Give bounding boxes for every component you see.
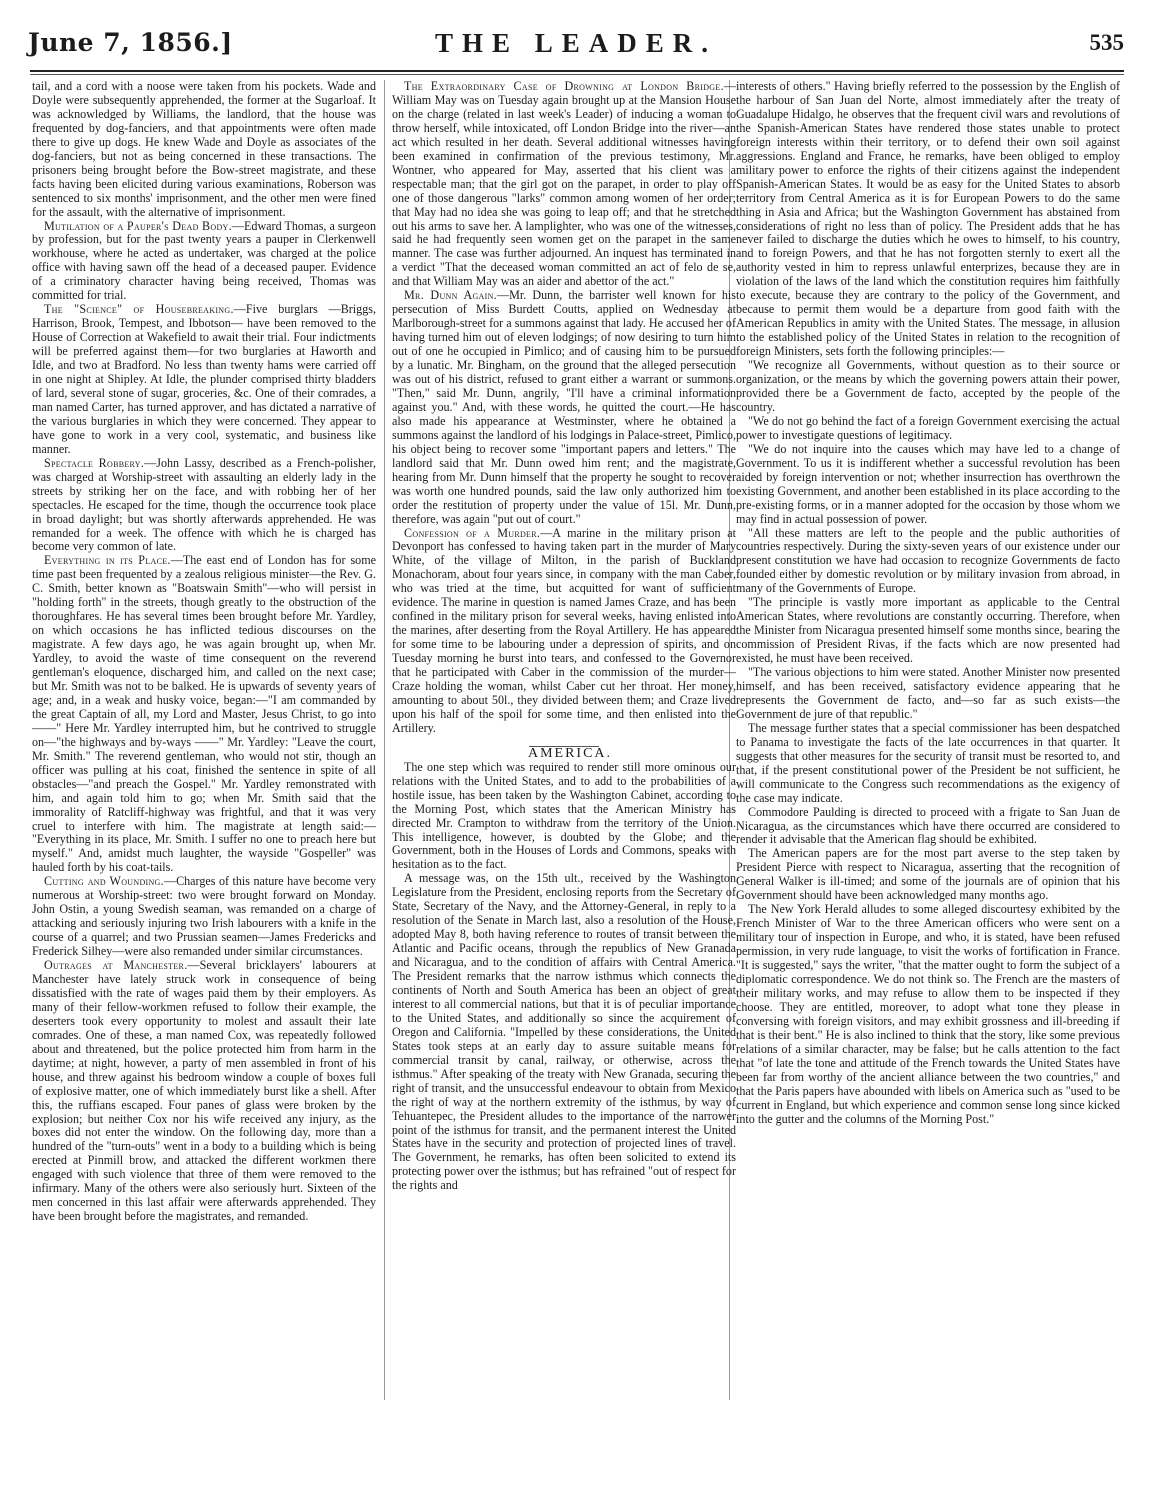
- article: [32, 303, 376, 456]
- article-body: —A marine in the military prison at Devonport has confessed to having taken part in the murder of Mary White, of the village of Milton, in the parish of Buckland Monachoram, about four years since, in company with the man Caber, who was tried at the time, but acquitted for want of sufficient evidence. The marine in question is named James Craze, and has been confined in the military prison for several weeks, having enlisted into the marines, after deserting from the Royal Artillery. He has appeared for some time to be labouring under a depression of spirits, and on Tuesday morning he burst into tears, and confessed to the Governor that he participated with Caber in the commission of the murder—Craze holding the woman, whilst Caber cut her throat. Her money, amounting to about 50l., they divided between them; and Craze lived upon his half of the spoil for some time, and then enlisted into the Artillery.: [392, 525, 736, 735]
- header-rule: [30, 70, 1124, 72]
- column-3: [736, 80, 1120, 1480]
- article-body: —Mr. Dunn, the barrister well known for his persecution of Miss Burdett Coutts, applied on Wednesday at Marlborough-street for a summons against that lady. He accused her of having turned him out of eleven lodgings; of now desiring to turn him out of one he occupied in Pimlico; and of causing him to be pursued by a lunatic. Mr. Bingham, on the ground that the alleged persecution was out of his district, refused to grant either a warrant or summons. "Then," said Mr. Dunn, angrily, "I'll have a criminal information against you." And, with these words, he quitted the court.—He has also made his appearance at Westminster, where he obtained a summons against the landlord of his lodgings in Palace-street, Pimlico, his object being to recover some "important papers and letters." The landlord said that Mr. Dunn owed him rent; and the magistrate, hearing from Mr. Dunn himself that the property he sought to recover was worth one hundred pounds, said the law only authorized him to order the restitution of property under the value of 15l. Mr. Dunn, therefore, was again "put out of court.": [392, 288, 736, 526]
- article: "All these matters are left to the people and the public authorities of countries respectively. During the sixty-seven years of our existence under our present constitution we have had occasion to recognize Governments de facto founded either by domestic revolution or by military invasion from abroad, in many of the Governments of Europe.: [736, 525, 1120, 596]
- article: The American papers are for the most part averse to the step taken by President Pierce with respect to Nicaragua, asserting that the recognition of General Walker is ill-timed; and some of the journals are of opinion that his Government should have been acknowledged many months ago.: [736, 846, 1120, 903]
- article: "We do not inquire into the causes which may have led to a change of Government. To us it is indifferent whether a successful revolution has been aided by foreign intervention or not; whether insurrection has overthrown the existing Government, and another been established in its place according to the pre-existing forms, or in a manner adopted for the occasion by those whom we may find in actual possession of power.: [736, 441, 1120, 526]
- header-rule-thin: [30, 74, 1124, 75]
- section-heading-america: AMERICA.: [527, 745, 613, 761]
- article-title: Mr. Dunn Again.: [404, 288, 498, 303]
- article: "The principle is vastly more important as applicable to the Central American States, where revolutions are constantly occurring. Therefore, when the Minister from Nicaragua presented himself some months since, bearing the commission of President Rivas, if the facts which are now presented had existed, he must have been received.: [736, 595, 1120, 666]
- article: [32, 220, 376, 304]
- article: [32, 959, 376, 1224]
- article: interests of others." Having briefly referred to the possession by the English of the harbour of San Juan del Norte, almost immediately after the treaty of Guadalupe Hidalgo, he observes that the frequent civil wars and revolutions of the Spanish-American States have rendered those states unable to protect foreign interests within their territory, or to defend their own soil against aggressions. England and France, he remarks, have been obliged to employ military power to enforce the rights of their citizens against the independent Spanish-American States. It would be as easy for the United States to absorb territory from Central America as it is for European Powers to do the same thing in Asia and Africa; but the Washington Government has abstained from considerations of right no less than of policy. The President adds that he has never failed to discharge the duties which he owes to himself, to his country, and to foreign Powers, and that he has not forgotten sternly to exert all the authority vested in him to repress unlawful enterprizes, because they are in violation of the laws of the land which the constitution requires him faithfully to execute, because they are contrary to the policy of the Government, and because to permit them would be a departure from good faith with the American Republics in amity with the United States. The message, in allusion to the established policy of the United States in relation to the recognition of foreign Ministers, sets forth the following principles:—: [736, 80, 1120, 359]
- article: [392, 527, 736, 736]
- article: Commodore Paulding is directed to proceed with a frigate to San Juan de Nicaragua, as the circumstances which have there occurred are considered to render it advisable that the American flag should be exhibited.: [736, 804, 1120, 847]
- issue-date: June 7, 1856.]: [28, 28, 233, 57]
- article-body: tail, and a cord with a noose were taken from his pockets. Wade and Doyle were subsequently apprehended, the former at the Sugarloaf. It was acknowledged by Williams, the landlord, that the house was frequented by dog-fanciers, and that appointments were often made there to give up dogs. He knew Wade and Doyle as associates of the dog-fanciers, but not as being concerned in these transactions. The prisoners being brought before the Bow-street magistrate, and these facts having been elicited during various examinations, Roberson was sentenced to six months' imprisonment, and the other men were fined for the assault, with the alternative of imprisonment.: [32, 80, 376, 219]
- article-body: —The east end of London has for some time past been frequented by a zealous religious minister—the Rev. G. C. Smith, better known as "Boatswain Smith"—who will persist in "holding forth" in the streets, though greatly to the obstruction of the thoroughfares. He has several times been brought before Mr. Yardley, on which occasions he has inflicted tedious discourses on the magistrate. A few days ago, he was again brought up, when Mr. Yardley, to avoid the waste of time consequent on the reverend gentleman's eloquence, discharged him, and called on the next case; but Mr. Smith was not to be balked. He is upwards of seventy years of age; and, in a weak and husky voice, began:—"I am commanded by the great Captain of all, my Lord and Master, Jesus Christ, to go into ——" Here Mr. Yardley interrupted him, but he contrived to struggle on—"the highways and by-ways ——" Mr. Yardley: "Leave the court, Mr. Smith." The reverend gentleman, who would not stir, though an officer was pulling at his coat, finished the sentence in spite of all obstacles—"and preach the Gospel." Mr. Yardley remonstrated with him, and again told him to go; when Mr. Smith said that the immorality of Ratcliff-highway was frightful, and that it was very cruel to interfere with him. The magistrate at length said:— "Everything in its place, Mr. Smith. I suffer no one to preach here but myself." And, amidst much laughter, the wayside "Gospeller" was hauled forth by his coat-tails.: [32, 553, 376, 875]
- article-title: The "Science" of Housebreaking.: [44, 302, 234, 317]
- article-title: Spectacle Robbery.: [44, 455, 145, 470]
- article-body: —William May was on Tuesday again brought up at the Mansion House on the charge (related in last week's Leader) of inducing a woman to throw herself, while intoxicated, off London Bridge into the river—an act which resulted in her death. Several additional witnesses having been examined in confirmation of the previous testimony, Mr. Wontner, who appeared for May, asserted that his client was a respectable man; that the girl got on the parapet, in order to play off one of those dangerous "larks" common among women of her order; that May had no idea she was going to leap off; and that he stretched out his arms to save her. A lamplighter, who was one of the witnesses, said he had frequently seen women get on the parapet in the same manner. The case was further adjourned. An inquest has terminated in a verdict "That the deceased woman committed an act of felo de se, and that William May was an aider and abettor of the act.": [392, 80, 736, 289]
- column-1: [32, 80, 376, 1480]
- article: The New York Herald alludes to some alleged discourtesy exhibited by the French Minister of War to the three American officers who were sent on a military tour of inspection in Europe, and who, it is stated, have been refused permission, in very rude language, to visit the works of fortification in France. "It is suggested," says the writer, "that the matter ought to form the subject of a diplomatic correspondence. We do not think so. The French are the masters of their military works, and may refuse to allow them to be inspected if they choose. They are entitled, moreover, to adopt what tone they please in conversing with foreign visitors, and may exhibit grossness and ill-breeding if that is their bent." He is also inclined to think that the story, like some previous relations of a similar character, may be false; but he calls attention to the fact that "of late the tone and attitude of the French towards the United States have been far from worthy of the ancient alliance between the two countries," and that the Paris papers have abounded with libels on America such as "used to be current in England, but which experience and common sense long since kicked into the gutter and the columns of the Morning Post.": [736, 902, 1120, 1126]
- article-body: —John Lassy, described as a French-polisher, was charged at Worship-street with assaulting an elderly lady in the streets by striking her on the face, and with robbing her of her spectacles. He escaped for the time, though the occurrence took place in broad daylight; but was shortly afterwards apprehended. He was remanded for a week. The offence with which he is charged has become very common of late.: [32, 455, 376, 554]
- article: "The various objections to him were stated. Another Minister now presented himself, and has been received, satisfactory evidence appearing that he represents the Government de facto, and—so far as such exists—the Government de jure of that republic.": [736, 665, 1120, 721]
- article: [392, 289, 736, 526]
- column-divider: [384, 80, 385, 1400]
- article: [32, 457, 376, 555]
- article-title: Everything in its Place.: [44, 553, 171, 568]
- article: [32, 554, 376, 875]
- newspaper-title: THE LEADER.: [434, 28, 718, 58]
- article-title: Cutting and Wounding.: [44, 874, 164, 889]
- article: A message was, on the 15th ult., received by the Washington Legislature from the President, enclosing reports from the Secretary of State, Secretary of the Navy, and the Attorney-General, in reply to a resolution of the Senate in March last, also a resolution of the House, adopted May 8, both having reference to routes of transit between the Atlantic and Pacific oceans, through the republics of New Granada and Nicaragua, and to the condition of affairs with Central America. The President remarks that the narrow isthmus which connects the continents of North and South America has been an object of great interest to all commercial nations, but that it is of peculiar importance to the United States, and additionally so since the acquirement of Oregon and California. "Impelled by these considerations, the United States took steps at an early day to assure suitable means for commercial transit by canal, railway, or otherwise, across the isthmus." After speaking of the treaty with New Granada, securing the right of transit, and the unsuccessful endeavour to obtain from Mexico the right of way at the northern extremity of the isthmus, by way of Tehuantepec, the President alludes to the importance of the narrower point of the isthmus for transit, and the permanent interest the United States have in the security and protection of projected lines of travel. The Government, he remarks, has often been solicited to extend its protecting power over the isthmus; but has refrained "out of respect for the rights and: [392, 871, 736, 1193]
- masthead: [28, 18, 1124, 58]
- article: The message further states that a special commissioner has been despatched to Panama to investigate the facts of the late occurrences in that quarter. It suggests that other measures for the security of transit must be resorted to, and that, if the present constitutional power of the President be not sufficient, he will communicate to the Congress such recommendations as the exigency of the case may indicate.: [736, 720, 1120, 805]
- article-title: Mutilation of a Pauper's Dead Body.: [44, 218, 232, 233]
- article-body: —Several bricklayers' labourers at Manchester have lately struck work in consequence of being dissatisfied with the rate of wages paid them by their employers. As many of their fellow-workmen refused to follow their example, the deserters took every opportunity to molest and assault their late comrades. One of these, a man named Cox, was repeatedly followed about and threatened, but the police protected him from harm in the daytime; at night, however, a party of men assembled in front of his house, and threw against his bedroom window a couple of boxes full of explosive matter, one of which immediately burst like a shell. After this, the ruffians escaped. Four panes of glass were broken by the explosion; but neither Cox nor his wife received any injury, as the boxes did not enter the window. On the following day, more than a hundred of the "turn-outs" went in a body to a building which is being erected at Pinmill brow, and attacked the different workmen there engaged with such violence that three of them were removed to the infirmary. Many of the others were also seriously hurt. Sixteen of the men concerned in this last affair were afterwards apprehended. They have been brought before the magistrates, and remanded.: [32, 958, 376, 1224]
- article-title: The Extraordinary Case of Drowning at London Bridge.: [404, 80, 724, 93]
- article: [392, 80, 736, 289]
- article-body: —Five burglars —Briggs, Harrison, Brook, Tempest, and Ibbotson— have been removed to the House of Correction at Wakefield to await their trial. Four indictments will be preferred against them—for two burglaries at Haworth and Idle, and two at Bradford. No less than twenty hams were carried off in one night at Shipley. At Idle, the plunder comprised thirty bladders of lard, several stone of sugar, groceries, &c. One of their comrades, a man named Carter, has turned approver, and has dictated a narrative of the various burglaries in which they were concerned. They appear to have gone to work in a very cool, systematic, and business like manner.: [32, 302, 376, 456]
- page-number: 535: [1089, 30, 1124, 55]
- article: "We do not go behind the fact of a foreign Government exercising the actual power to investigate questions of legitimacy.: [736, 413, 1120, 442]
- article: "We recognize all Governments, without question as to their source or organization, or the means by which the governing powers attain their power, provided there be a Government de facto, accepted by the people of the country.: [736, 358, 1120, 414]
- article: The one step which was required to render still more ominous our relations with the United States, and to add to the probabilities of a hostile issue, has been taken by the Washington Cabinet, according to the Morning Post, which states that the American Ministry has directed Mr. Crampton to withdraw from the territory of the Union. This intelligence, however, is doubted by the Globe; and the Government, both in the Houses of Lords and Commons, speaks with hesitation as to the fact.: [392, 759, 736, 872]
- article-title: Outrages at Manchester.: [44, 958, 188, 973]
- article-body: —Edward Thomas, a surgeon by profession, but for the past twenty years a pauper in Clerkenwell workhouse, where he acted as undertaker, was charged at the police office with having sawn off the head of a deceased pauper. Evidence of a criminatory character having being received, Thomas was committed for trial.: [32, 218, 376, 303]
- article: [32, 875, 376, 959]
- column-2: [392, 80, 736, 1480]
- article-body: —Charges of this nature have become very numerous at Worship-street: two were brought forward on Monday. John Ostin, a young Swedish seaman, was remanded on a charge of attacking and seriously injuring two Irish labourers with a knife in the course of a quarrel; and two Prussian seamen—James Fredericks and Frederick Silhey—were also remanded under similar circumstances.: [32, 874, 376, 959]
- article: [32, 80, 376, 220]
- article-title: Confession of a Murder.: [404, 525, 541, 540]
